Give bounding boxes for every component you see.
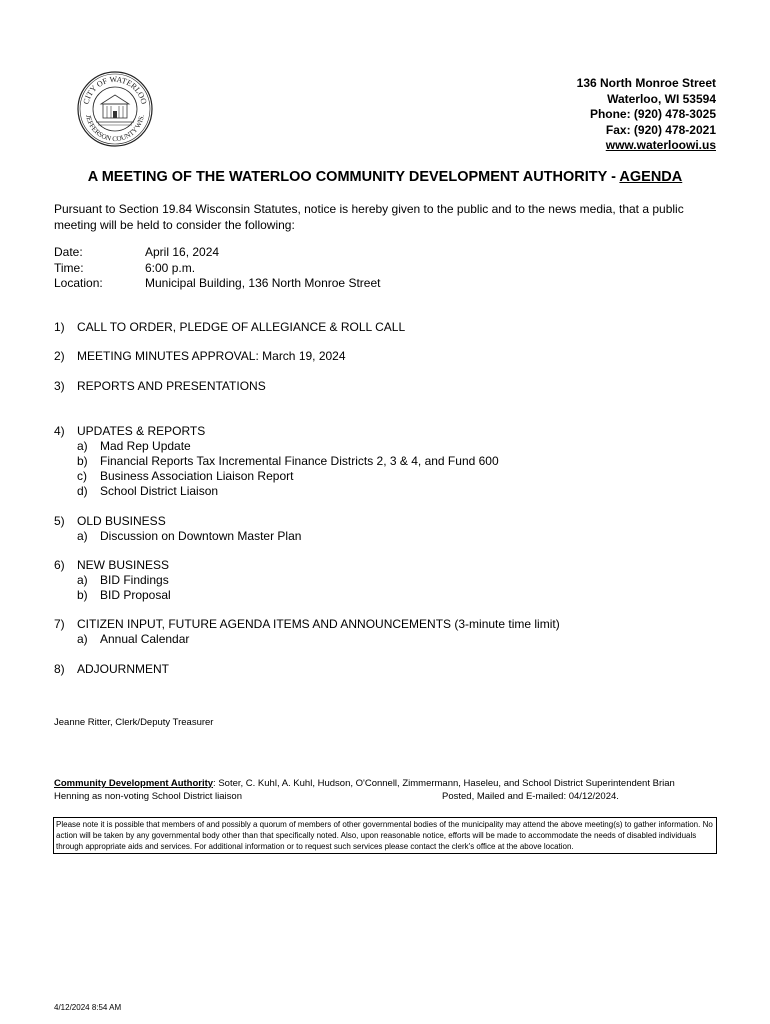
seal-top-text: CITY OF WATERLOO xyxy=(81,74,149,106)
agenda-item-3 xyxy=(54,379,266,394)
street-address: 136 North Monroe Street xyxy=(576,76,716,90)
agenda-item-7 xyxy=(54,617,560,647)
meeting-details xyxy=(54,245,380,292)
title-agenda: AGENDA xyxy=(619,169,683,185)
item-number: 8) xyxy=(54,662,65,676)
website-link[interactable]: www.waterloowi.us xyxy=(605,138,716,152)
sub-item-text: Mad Rep Update xyxy=(100,439,191,453)
item-number: 4) xyxy=(54,424,65,438)
date-label: Date: xyxy=(54,245,83,259)
item-text: CALL TO ORDER, PLEDGE OF ALLEGIANCE & ROLL CALL xyxy=(77,320,406,334)
public-notice-box: Please note it is possible that members of and possibly a quorum of members of other governmental bodies of the municipality may attend the above meeting(s) to gather information. No action will be taken by any governmental body other than that specifically noted. Also, upon reasonable notice, efforts will be made to accommodate the needs of disabled individuals through appropriate aids and services. For additional information or to request such services please contact the clerk's office at the above location. xyxy=(53,817,717,854)
sub-item-text: Business Association Liaison Report xyxy=(100,469,294,483)
item-text: OLD BUSINESS xyxy=(77,514,166,528)
sub-item xyxy=(54,529,301,544)
sub-item xyxy=(54,632,560,647)
item-number: 7) xyxy=(54,617,65,631)
sub-item xyxy=(54,454,499,469)
sub-item xyxy=(54,469,499,484)
date-value: April 16, 2024 xyxy=(145,245,220,259)
sub-item-text: Discussion on Downtown Master Plan xyxy=(100,529,302,543)
agenda-item-6 xyxy=(54,558,171,603)
agenda-item-4 xyxy=(54,424,499,499)
item-text: UPDATES & REPORTS xyxy=(77,424,206,438)
sub-item-text: Annual Calendar xyxy=(100,632,190,646)
sub-item-letter: a) xyxy=(77,439,88,453)
sub-item xyxy=(54,439,499,454)
item-number: 6) xyxy=(54,558,65,572)
agenda-item-1 xyxy=(54,320,405,335)
sub-item-text: BID Proposal xyxy=(100,588,171,602)
sub-item xyxy=(54,573,171,588)
city-seal-icon xyxy=(76,70,154,148)
sub-item-text: BID Findings xyxy=(100,573,169,587)
fax-number: Fax: (920) 478-2021 xyxy=(605,122,716,137)
signature-line: Jeanne Ritter, Clerk/Deputy Treasurer xyxy=(54,717,214,728)
sub-item-letter: a) xyxy=(77,573,88,587)
members-label: Community Development Authority xyxy=(54,778,214,789)
sub-item xyxy=(54,588,171,603)
print-timestamp: 4/12/2024 8:54 AM xyxy=(54,1003,122,1012)
members-list: : Soter, C. Kuhl, A. Kuhl, Hudson, O'Connell, Zimmermann, Haseleu, and School District Superintendent Brian xyxy=(213,778,675,789)
agenda-item-8 xyxy=(54,662,169,677)
posted-date: Posted, Mailed and E-mailed: 04/12/2024. xyxy=(442,791,619,802)
seal-bottom-text: JEFFERSON COUNTY WIS. xyxy=(84,114,146,144)
sub-item-letter: b) xyxy=(77,454,88,468)
sub-item-text: Financial Reports Tax Incremental Finance Districts 2, 3 & 4, and Fund 600 xyxy=(100,454,499,468)
location-value: Municipal Building, 136 North Monroe Street xyxy=(145,276,381,290)
item-text: REPORTS AND PRESENTATIONS xyxy=(77,379,266,393)
sub-item-letter: b) xyxy=(77,588,88,602)
item-number: 1) xyxy=(54,320,65,334)
members-block xyxy=(54,777,718,803)
page-title xyxy=(0,169,770,185)
item-number: 2) xyxy=(54,349,65,363)
title-main: A MEETING OF THE WATERLOO COMMUNITY DEVELOPMENT AUTHORITY - xyxy=(87,169,620,185)
item-number: 3) xyxy=(54,379,65,393)
svg-text:CITY OF WATERLOO xyxy=(81,75,148,106)
sub-item-letter: a) xyxy=(77,632,88,646)
intro-paragraph: Pursuant to Section 19.84 Wisconsin Statutes, notice is hereby given to the public and to the news media, that a public meeting will be held to consider the following: xyxy=(54,202,684,232)
sub-item-letter: a) xyxy=(77,529,88,543)
agenda-item-5 xyxy=(54,514,301,544)
item-text: NEW BUSINESS xyxy=(77,558,170,572)
item-number: 5) xyxy=(54,514,65,528)
sub-item-text: School District Liaison xyxy=(100,484,219,498)
address-block xyxy=(577,76,716,154)
time-value: 6:00 p.m. xyxy=(145,260,196,275)
location-label: Location: xyxy=(54,276,103,290)
city-state-zip: Waterloo, WI 53594 xyxy=(607,91,716,106)
members-list-continued: Henning as non-voting School District liaison xyxy=(54,791,242,802)
item-text: ADJOURNMENT xyxy=(77,662,169,676)
item-text: MEETING MINUTES APPROVAL: March 19, 2024 xyxy=(77,349,346,363)
sub-item-letter: d) xyxy=(77,484,88,498)
time-label: Time: xyxy=(54,260,84,275)
item-text: CITIZEN INPUT, FUTURE AGENDA ITEMS AND ANNOUNCEMENTS (3-minute time limit) xyxy=(77,617,560,631)
agenda-item-2 xyxy=(54,349,346,364)
sub-item xyxy=(54,484,499,499)
sub-item-letter: c) xyxy=(77,469,87,483)
phone-number: Phone: (920) 478-3025 xyxy=(589,107,716,121)
